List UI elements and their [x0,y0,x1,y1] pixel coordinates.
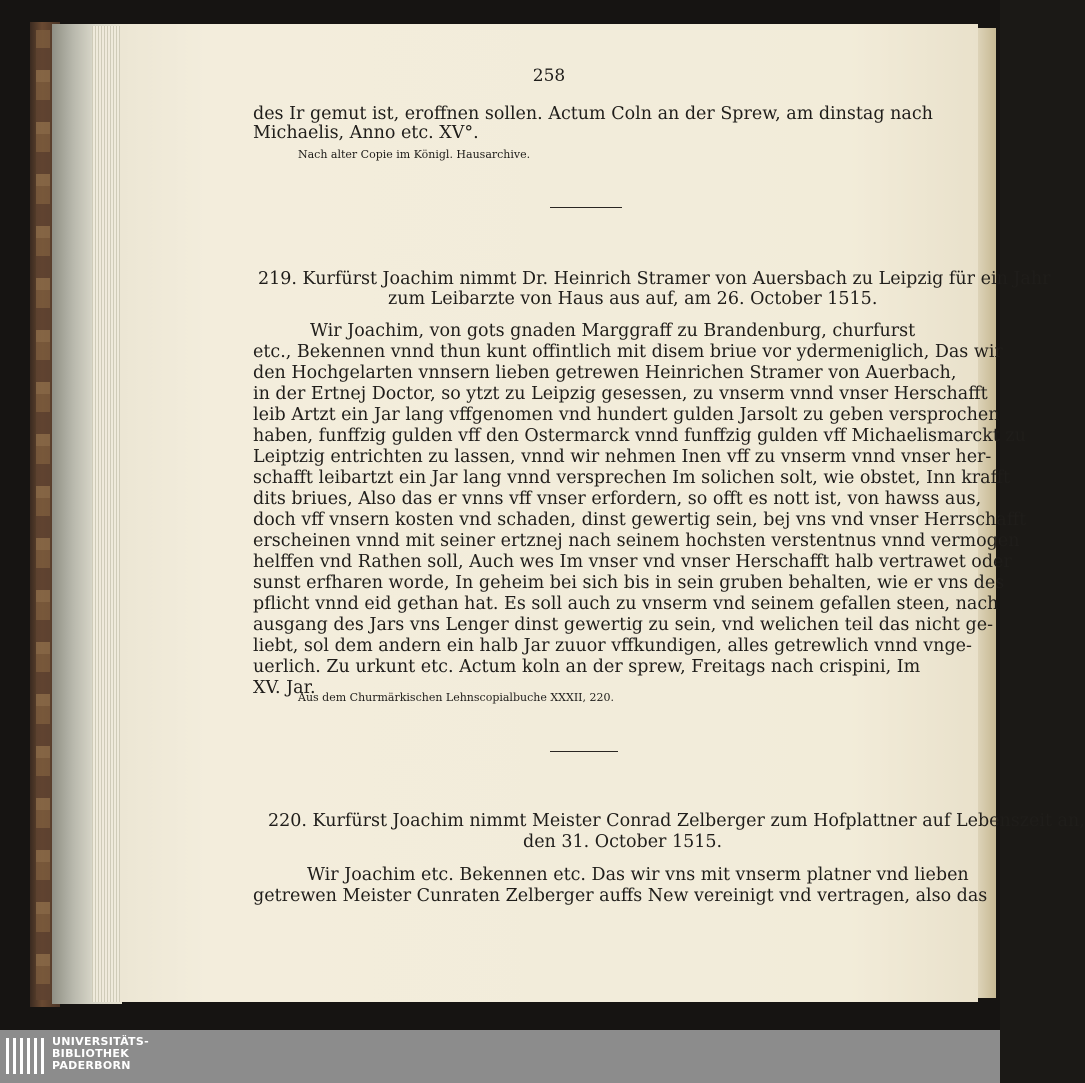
doc219-body-line: sunst erfharen worde, In geheim bei sich bis in sein gruben behalten, wie er vns des [253,573,1005,593]
library-footer [0,1030,1000,1083]
logo-text-line: PADERBORN [52,1059,131,1072]
doc219-body-line: helffen vnd Rathen soll, Auch wes Im vnser vnd vnser Herschafft halb vertrawet oder [253,552,1012,572]
doc219-heading: 219. Kurfürst Joachim nimmt Dr. Heinrich Stramer von Auersbach zu Leipzig für ein Jahr [258,269,1051,289]
top-source-note: Nach alter Copie im Königl. Hausarchive. [298,148,531,161]
doc219-body-line: dits briues, Also das er vnns vff vnser erfordern, so offt es nott ist, von hawss aus, [253,489,982,509]
doc219-body-line: leib Artzt ein Jar lang vffgenomen vnd hundert gulden Jarsolt zu geben versprochen [253,405,1000,425]
logo-text-line: BIBLIOTHEK [52,1047,130,1060]
page-number: 258 [532,66,566,86]
doc219-body-line: schafft leibartzt ein Jar lang vnnd versprechen Im solichen solt, wie obstet, Inn krafft [253,468,1011,488]
doc219-heading: zum Leibarzte von Haus aus auf, am 26. October 1515. [388,289,878,309]
top-text-line: des Ir gemut ist, eroffnen sollen. Actum Coln an der Sprew, am dinstag nach [253,104,933,124]
library-logo-icon [0,1030,50,1083]
doc219-body-line: liebt, sol dem andern ein halb Jar zuuor vffkundigen, alles getrewlich vnnd vnge- [253,636,972,656]
doc219-body-line: Wir Joachim, von gots gnaden Marggraff zu Brandenburg, churfurst [310,321,916,341]
doc220-heading: 220. Kurfürst Joachim nimmt Meister Conrad Zelberger zum Hofplattner auf Lebenszeit an, [268,811,1085,831]
doc219-body-line: ausgang des Jars vns Lenger dinst gewertig zu sein, vnd welichen teil das nicht ge- [253,615,993,635]
doc219-body-line: erscheinen vnnd mit seiner ertznej nach seinem hochsten verstentnus vnnd vermogen [253,531,1020,551]
doc220-heading: den 31. October 1515. [523,832,723,852]
doc219-body-line: den Hochgelarten vnnsern lieben getrewen Heinrichen Stramer von Auerbach, [253,363,957,383]
doc220-body-line: Wir Joachim etc. Bekennen etc. Das wir vns mit vnserm platner vnd lieben [307,865,969,885]
page-stack-edges [92,26,120,1002]
doc219-body-line: etc., Bekennen vnnd thun kunt offintlich mit disem briue vor ydermeniglich, Das wir [253,342,1003,362]
doc219-body-line: uerlich. Zu urkunt etc. Actum koln an der sprew, Freitags nach crispini, Im [253,657,921,677]
doc219-body-line: haben, funffzig gulden vff den Ostermarck vnnd funffzig gulden vff Michaelismarckt zu [253,426,1026,446]
doc219-body-line: pflicht vnnd eid gethan hat. Es soll auch zu vnserm vnd seinem gefallen steen, nach [253,594,999,614]
logo-text-line: UNIVERSITÄTS- [52,1035,149,1048]
doc219-body-line: doch vff vnsern kosten vnd schaden, dinst gewertig sein, bej vns vnd vnser Herrschafft [253,510,1027,530]
doc219-body-line: XV. Jar. [253,678,316,698]
book-spine [36,30,50,1000]
top-text-line: Michaelis, Anno etc. XV°. [253,123,479,143]
doc220-body-line: getrewen Meister Cunraten Zelberger auffs New vereinigt vnd vertragen, also das [253,886,988,906]
doc219-source-note: Aus dem Churmärkischen Lehnscopialbuche XXXII, 220. [298,691,614,704]
section-divider [550,207,622,208]
doc219-body-line: in der Ertnej Doctor, so ytzt zu Leipzig gesessen, zu vnserm vnnd vnser Herschafft [253,384,988,404]
section-divider [550,751,618,752]
document-page [120,24,1085,1002]
doc219-body-line: Leiptzig entrichten zu lassen, vnnd wir nehmen Inen vff zu vnserm vnnd vnser her- [253,447,992,467]
